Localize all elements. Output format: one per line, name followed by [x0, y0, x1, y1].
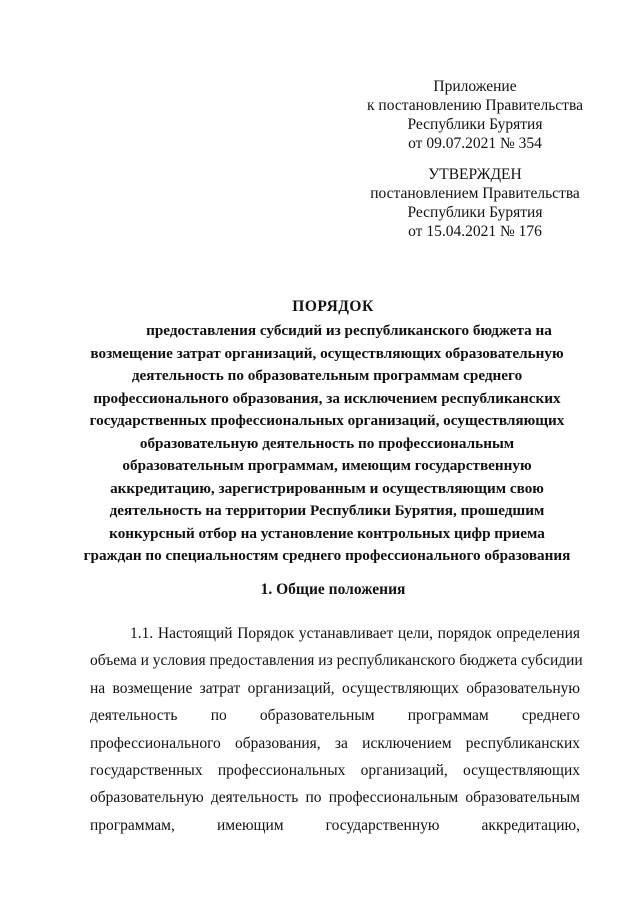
subtitle-line: конкурсный отбор на установление контрольных цифр приема	[109, 524, 545, 542]
appendix-line: Приложение	[433, 78, 517, 95]
subtitle-line: предоставления субсидий из республиканского бюджета на	[146, 322, 552, 339]
subtitle-line: профессионального образования, за исключением республиканских	[93, 389, 561, 407]
approval-line: от 15.04.2021 № 176	[408, 223, 542, 240]
subtitle-line: деятельность на территории Республики Бурятия, прошедшим	[109, 502, 545, 519]
subtitle-line: граждан по специальностям среднего профессионального образования	[83, 547, 571, 564]
paragraph-line: на возмещение затрат организаций, осуществляющих образовательную	[90, 679, 580, 697]
document-subtitle	[72, 320, 582, 568]
paragraph-line: 1.1. Настоящий Порядок устанавливает цели, порядок определения	[130, 625, 580, 642]
paragraph-line: программам, имеющим государственную аккредитацию,	[90, 816, 580, 834]
paragraph-line: государственных профессиональных организаций, осуществляющих	[90, 762, 580, 780]
approval-block	[350, 165, 600, 241]
appendix-line: к постановлению Правительства	[367, 97, 583, 114]
appendix-line: Республики Бурятия	[407, 116, 543, 133]
subtitle-line: государственных профессиональных организаций, осуществляющих	[89, 412, 565, 429]
paragraph-line: объема и условия предоставления из республиканского бюджета субсидии	[90, 652, 583, 670]
appendix-block	[350, 77, 600, 153]
subtitle-line: образовательным программам, имеющим государственную	[122, 457, 532, 474]
appendix-line: от 09.07.2021 № 354	[408, 135, 542, 152]
approval-line: Республики Бурятия	[407, 204, 543, 221]
approval-line: УТВЕРЖДЕН	[428, 166, 522, 183]
approval-line: постановлением Правительства	[370, 185, 580, 202]
paragraph-line: профессионального образования, за исключением республиканских	[90, 734, 580, 752]
subtitle-line: деятельность по образовательным программам среднего	[131, 367, 523, 384]
subtitle-line: образовательную деятельность по профессиональным	[139, 434, 515, 452]
subtitle-line: возмещение затрат организаций, осуществляющих образовательную	[90, 344, 564, 362]
paragraph-line: деятельность по образовательным программам среднего	[90, 707, 580, 725]
section-heading: 1. Общие положения	[260, 581, 406, 598]
body-paragraph	[90, 620, 583, 839]
subtitle-line: аккредитацию, зарегистрированным и осуществляющим свою	[110, 479, 544, 497]
document-title: ПОРЯДОК	[292, 298, 374, 315]
paragraph-line: образовательную деятельность по профессиональным образовательным	[90, 789, 580, 807]
